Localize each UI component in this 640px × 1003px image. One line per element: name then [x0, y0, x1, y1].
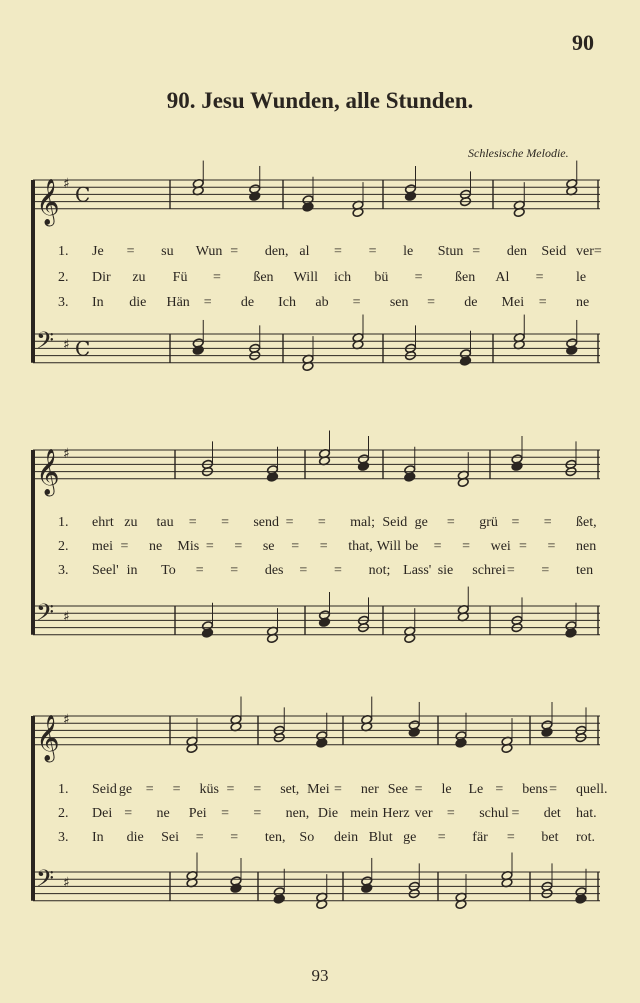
- lyric-syllable: Pei: [188, 806, 207, 821]
- lyric-syllable: =: [549, 782, 558, 797]
- lyric-syllable: Ich: [278, 295, 297, 310]
- lyric-syllable: ge: [414, 515, 428, 530]
- lyric-syllable: set,: [280, 782, 300, 797]
- lyric-syllable: die: [129, 295, 147, 310]
- bass-clef: 𝄢: [36, 598, 55, 632]
- lyric-syllable: =: [511, 806, 520, 821]
- hymn-number: 90.: [166, 88, 196, 113]
- lyric-syllable: =: [352, 295, 361, 310]
- lyric-syllable: send: [253, 515, 279, 530]
- lyric-syllable: Dir: [92, 270, 111, 285]
- lyric-syllable: Seel': [92, 563, 119, 578]
- lyric-syllable: =: [145, 782, 154, 797]
- lyric-syllable: =: [253, 806, 262, 821]
- page-number: 90: [572, 30, 594, 55]
- lyric-syllable: Fü: [172, 270, 188, 285]
- lyric-syllable: =: [230, 563, 239, 578]
- lyric-syllable: grü: [479, 515, 498, 530]
- lyric-syllable: Le: [468, 782, 484, 797]
- lyric-syllable: =: [195, 830, 204, 845]
- lyric-syllable: =: [253, 782, 262, 797]
- lyric-syllable: =: [543, 515, 552, 530]
- lyric-syllable: =: [538, 295, 547, 310]
- lyric-syllable: =: [285, 515, 294, 530]
- lyric-syllable: =: [334, 244, 342, 259]
- treble-clef: 𝄞: [36, 714, 60, 761]
- lyric-row-s2-v3: [40, 563, 600, 583]
- lyric-syllable: küs: [199, 782, 219, 797]
- lyric-syllable: ner: [360, 782, 379, 797]
- lyric-syllable: =: [213, 270, 221, 285]
- lyric-syllable: schul: [479, 806, 509, 821]
- verse-number: 2.: [58, 806, 69, 821]
- lyric-syllable: ßen: [455, 270, 476, 285]
- lyric-syllable: ge: [118, 782, 133, 797]
- lyric-syllable: =: [462, 539, 471, 554]
- common-time: C: [75, 182, 91, 207]
- lyric-syllable: zu: [124, 515, 138, 530]
- lyric-syllable: ne: [576, 295, 590, 310]
- lyric-syllable: Al: [495, 270, 510, 285]
- lyric-syllable: Mis: [177, 539, 200, 554]
- lyric-syllable: =: [547, 539, 556, 554]
- lyric-syllable: zu: [132, 270, 146, 285]
- key-signature-sharp: ♯: [63, 445, 70, 462]
- common-time: C: [75, 336, 91, 361]
- lyric-syllable: die: [126, 830, 144, 845]
- lyric-row-s2-v1: [40, 515, 600, 535]
- lyric-syllable: =: [446, 515, 455, 530]
- lyric-syllable: Seid: [382, 515, 408, 530]
- lyric-syllable: See: [387, 782, 408, 797]
- lyric-syllable: quell.: [576, 782, 608, 797]
- lyric-syllable: =: [230, 830, 239, 845]
- lyric-syllable: sie: [437, 563, 454, 578]
- lyric-syllable: To: [161, 563, 176, 578]
- lyric-syllable: Herz: [382, 806, 410, 821]
- lyric-syllable: =: [172, 782, 181, 797]
- lyric-syllable: =: [535, 270, 544, 285]
- lyric-row-s1-v3: [40, 295, 600, 315]
- lyric-syllable: =: [433, 539, 442, 554]
- bass-clef: 𝄢: [36, 864, 55, 898]
- lyric-syllable: =: [511, 515, 520, 530]
- lyric-syllable: al: [299, 244, 310, 259]
- melody-credit: Schlesische Melodie.: [468, 146, 569, 160]
- lyric-syllable: le: [403, 244, 414, 259]
- lyric-syllable: Hän: [166, 295, 190, 310]
- lyric-syllable: ge: [403, 830, 417, 845]
- lyric-syllable: det: [543, 806, 561, 821]
- lyric-syllable: sen: [389, 295, 409, 310]
- lyric-syllable: mal;: [350, 515, 376, 530]
- verse-number: 2.: [58, 539, 69, 554]
- lyric-syllable: Mei: [501, 295, 525, 310]
- lyric-syllable: Wun: [195, 244, 223, 259]
- lyric-syllable: le: [576, 270, 587, 285]
- lyric-syllable: Dei: [92, 806, 113, 821]
- lyric-syllable: =: [317, 515, 326, 530]
- bass-clef: 𝄢: [36, 326, 55, 360]
- lyric-syllable: mein: [350, 806, 379, 821]
- lyric-syllable: nen,: [285, 806, 310, 821]
- lyric-row-s2-v2: [40, 539, 600, 559]
- lyric-syllable: rot.: [576, 830, 596, 845]
- lyric-syllable: bens: [522, 782, 548, 797]
- lyric-syllable: that,: [348, 539, 373, 554]
- lyric-syllable: den: [506, 244, 528, 259]
- lyric-syllable: be: [405, 539, 419, 554]
- key-signature-sharp: ♯: [63, 711, 70, 728]
- lyric-syllable: Je: [92, 244, 104, 259]
- treble-clef: 𝄞: [36, 178, 60, 225]
- lyric-syllable: wei: [490, 539, 511, 554]
- lyric-syllable: =: [221, 806, 229, 821]
- hymn-title-text: Jesu Wunden, alle Stunden.: [201, 88, 474, 113]
- lyric-syllable: =: [195, 563, 204, 578]
- lyric-row-s1-v1: [40, 244, 600, 264]
- lyric-syllable: su: [161, 244, 174, 259]
- lyric-syllable: in: [126, 563, 138, 578]
- lyric-syllable: Blut: [368, 830, 393, 845]
- verse-number: 1.: [58, 782, 69, 797]
- lyric-syllable: fär: [472, 830, 488, 845]
- lyric-syllable: So: [299, 830, 315, 845]
- lyric-syllable: Seid: [541, 244, 567, 259]
- treble-clef: 𝄞: [36, 448, 60, 495]
- lyric-syllable: de: [464, 295, 478, 310]
- lyric-syllable: Will: [293, 270, 318, 285]
- verse-number: 3.: [58, 563, 69, 578]
- lyric-syllable: le: [441, 782, 452, 797]
- lyric-syllable: =: [230, 244, 239, 259]
- lyric-syllable: =: [334, 563, 342, 578]
- lyric-syllable: ver: [414, 806, 433, 821]
- key-signature-sharp: ♯: [63, 875, 70, 892]
- lyric-syllable: =: [506, 830, 515, 845]
- lyric-syllable: =: [120, 539, 129, 554]
- lyric-syllable: Seid: [92, 782, 117, 797]
- lyric-syllable: =: [368, 244, 377, 259]
- verse-number: 1.: [58, 244, 69, 259]
- lyric-row-s3-v1: [40, 782, 608, 802]
- lyric-syllable: ehrt: [92, 515, 114, 530]
- lyric-syllable: bet: [541, 830, 559, 845]
- lyric-syllable: =: [124, 806, 133, 821]
- lyric-syllable: Mei: [307, 782, 330, 797]
- lyric-syllable: =: [299, 563, 308, 578]
- key-signature-sharp: ♯: [63, 609, 70, 626]
- lyric-syllable: ich: [334, 270, 352, 285]
- lyric-syllable: Stun: [437, 244, 464, 259]
- lyric-syllable: Lass': [403, 563, 432, 578]
- lyric-syllable: =: [495, 782, 504, 797]
- lyric-syllable: dein: [334, 830, 359, 845]
- lyric-syllable: des: [264, 563, 284, 578]
- lyric-syllable: ne: [148, 539, 163, 554]
- lyric-syllable: =: [519, 539, 527, 554]
- lyric-syllable: ver=: [576, 244, 602, 259]
- lyric-row-s3-v2: [40, 806, 600, 826]
- lyric-syllable: ab: [315, 295, 329, 310]
- lyric-syllable: =: [437, 830, 446, 845]
- lyric-syllable: ßet,: [576, 515, 597, 530]
- lyric-syllable: =: [541, 563, 550, 578]
- lyric-syllable: ne: [156, 806, 170, 821]
- lyric-syllable: Will: [376, 539, 402, 554]
- lyric-syllable: =: [472, 244, 481, 259]
- footer-page-number: 93: [311, 966, 329, 985]
- lyric-syllable: ten,: [264, 830, 286, 845]
- lyric-syllable: In: [92, 830, 104, 845]
- lyric-syllable: ßen: [253, 270, 274, 285]
- lyric-syllable: not;: [368, 563, 391, 578]
- verse-number: 3.: [58, 830, 69, 845]
- lyric-row-s3-v3: [40, 830, 600, 850]
- lyric-syllable: schrei: [472, 563, 506, 578]
- hymn-title: [0, 88, 640, 114]
- lyric-row-s1-v2: [40, 270, 600, 290]
- key-signature-sharp: ♯: [63, 175, 70, 192]
- lyric-syllable: =: [506, 563, 515, 578]
- lyric-syllable: ten: [576, 563, 594, 578]
- key-signature-sharp: ♯: [63, 337, 70, 354]
- lyric-syllable: den,: [264, 244, 289, 259]
- lyric-syllable: =: [234, 539, 243, 554]
- verse-number: 1.: [58, 515, 69, 530]
- verse-number: 3.: [58, 295, 69, 310]
- lyric-syllable: =: [319, 539, 328, 554]
- lyric-syllable: Sei: [161, 830, 180, 845]
- verse-number: 2.: [58, 270, 69, 285]
- lyric-syllable: =: [427, 295, 435, 310]
- lyric-syllable: nen: [576, 539, 597, 554]
- lyric-syllable: Die: [317, 806, 339, 821]
- lyric-syllable: mei: [92, 539, 113, 554]
- lyric-syllable: bü: [374, 270, 389, 285]
- lyric-syllable: =: [226, 782, 235, 797]
- lyric-syllable: se: [262, 539, 275, 554]
- lyric-syllable: tau: [156, 515, 174, 530]
- lyric-syllable: =: [205, 539, 214, 554]
- lyric-syllable: =: [414, 782, 423, 797]
- lyric-syllable: =: [414, 270, 423, 285]
- lyric-syllable: de: [240, 295, 255, 310]
- lyric-syllable: hat.: [576, 806, 597, 821]
- lyric-syllable: =: [446, 806, 455, 821]
- lyric-syllable: =: [126, 244, 135, 259]
- lyric-syllable: In: [92, 295, 104, 310]
- lyric-syllable: =: [188, 515, 197, 530]
- lyric-syllable: =: [334, 782, 342, 797]
- lyric-syllable: =: [203, 295, 212, 310]
- lyric-syllable: =: [291, 539, 300, 554]
- lyric-syllable: =: [221, 515, 229, 530]
